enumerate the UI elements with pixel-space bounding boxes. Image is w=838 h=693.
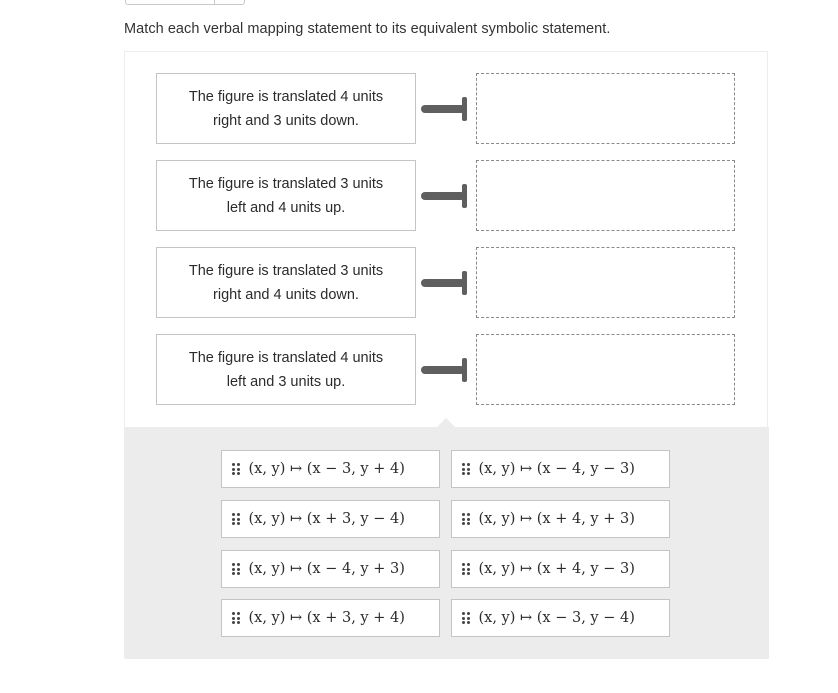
tile-expression: (x, y) ↦ (x + 3, y + 4) xyxy=(248,610,405,626)
drag-grip-icon xyxy=(232,563,240,575)
drag-grip-icon xyxy=(232,513,240,525)
connector-icon xyxy=(417,97,473,121)
answer-tile-5[interactable] xyxy=(221,550,440,588)
instruction-text: Match each verbal mapping statement to its equivalent symbolic statement. xyxy=(124,21,611,37)
statement-3 xyxy=(156,247,416,318)
tile-expression: (x, y) ↦ (x + 4, y + 3) xyxy=(478,511,635,527)
tile-expression: (x, y) ↦ (x − 4, y − 3) xyxy=(478,461,635,477)
statement-4-line2: left and 3 units up. xyxy=(226,373,346,390)
drag-grip-icon xyxy=(232,463,240,475)
matching-panel xyxy=(124,51,768,658)
drag-grip-icon xyxy=(462,612,470,624)
drop-target-3[interactable] xyxy=(476,247,735,318)
drag-grip-icon xyxy=(462,513,470,525)
statement-1-line2: right and 3 units down. xyxy=(213,112,359,129)
answer-tile-1[interactable] xyxy=(221,450,440,488)
answer-tile-6[interactable] xyxy=(451,550,670,588)
connector-icon xyxy=(417,358,473,382)
statement-1-line1: The figure is translated 4 units xyxy=(188,88,384,105)
drag-grip-icon xyxy=(232,612,240,624)
answer-tile-7[interactable] xyxy=(221,599,440,637)
answer-tile-4[interactable] xyxy=(451,500,670,538)
tile-expression: (x, y) ↦ (x − 3, y − 4) xyxy=(478,610,635,626)
answer-tile-2[interactable] xyxy=(451,450,670,488)
statement-4 xyxy=(156,334,416,405)
drop-target-4[interactable] xyxy=(476,334,735,405)
drop-target-2[interactable] xyxy=(476,160,735,231)
answer-tile-3[interactable] xyxy=(221,500,440,538)
statement-4-line1: The figure is translated 4 units xyxy=(188,349,384,366)
answer-tile-8[interactable] xyxy=(451,599,670,637)
statement-1 xyxy=(156,73,416,144)
statement-3-line1: The figure is translated 3 units xyxy=(188,262,384,279)
drag-grip-icon xyxy=(462,563,470,575)
statement-2-line1: The figure is translated 3 units xyxy=(188,175,384,192)
connector-icon xyxy=(417,271,473,295)
top-tab[interactable] xyxy=(125,0,245,5)
connector-icon xyxy=(417,184,473,208)
drop-target-1[interactable] xyxy=(476,73,735,144)
tile-expression: (x, y) ↦ (x − 4, y + 3) xyxy=(248,561,405,577)
statement-2-line2: left and 4 units up. xyxy=(226,199,346,216)
tile-expression: (x, y) ↦ (x + 4, y − 3) xyxy=(478,561,635,577)
answer-bank xyxy=(125,427,769,659)
tab-divider xyxy=(214,0,215,4)
statement-2 xyxy=(156,160,416,231)
tile-expression: (x, y) ↦ (x − 3, y + 4) xyxy=(248,461,405,477)
statement-3-line2: right and 4 units down. xyxy=(213,286,359,303)
drag-grip-icon xyxy=(462,463,470,475)
tile-expression: (x, y) ↦ (x + 3, y − 4) xyxy=(248,511,405,527)
